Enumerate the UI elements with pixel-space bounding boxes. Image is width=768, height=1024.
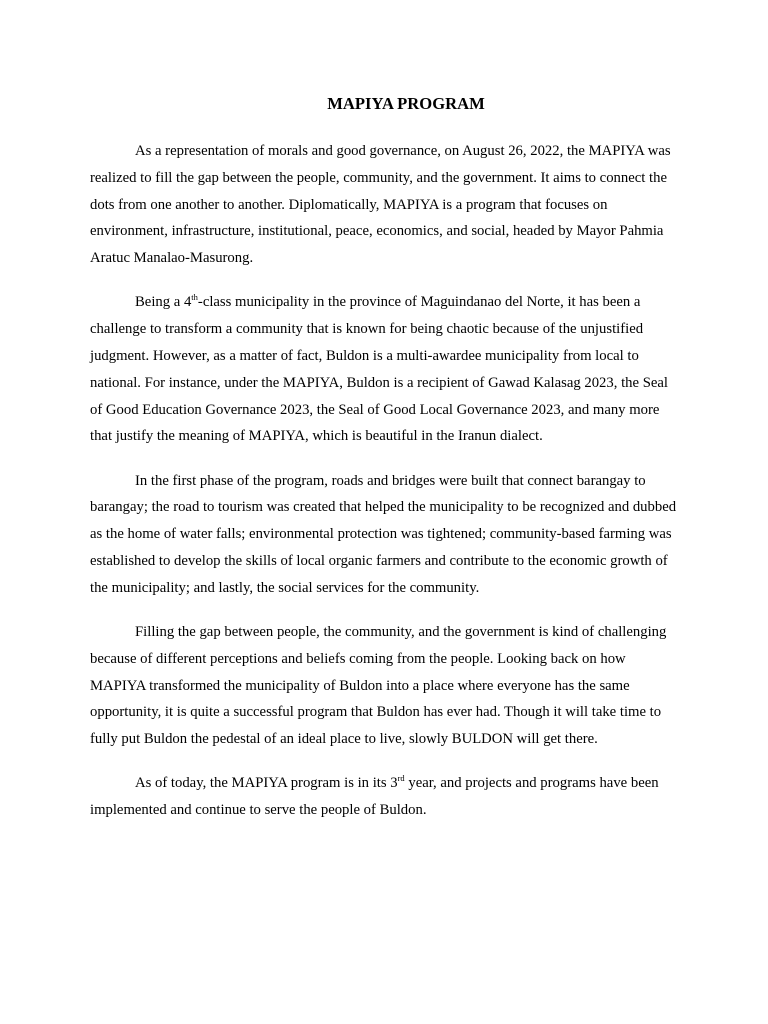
ordinal-suffix: rd — [397, 773, 405, 784]
paragraph-text-segment: As of today, the MAPIYA program is in its 3 — [135, 775, 398, 792]
paragraph-municipality — [90, 289, 682, 450]
paragraph-current-status — [90, 770, 682, 824]
paragraph-text-segment: year, and projects and programs have been implemented and continue to serve the people of Buldon. — [90, 775, 659, 819]
document-title: MAPIYA PROGRAM — [327, 94, 485, 113]
paragraph-text-segment: -class municipality in the province of Maguindanao del Norte, it has been a challenge to transform a community that is known for being chaotic because of the unjustified judgment. However, as a matter of fact, Buldon is a multi-awardee municipality from local to national. For instance, under the MAPIYA, Buldon is a recipient of Gawad Kalasag 2023, the Seal of Good Education Governance 2023, the Seal of Good Local Governance 2023, and many more that justify the meaning of MAPIYA, which is beautiful in the Iranun dialect. — [90, 294, 668, 445]
paragraph-first-phase: In the first phase of the program, roads and bridges were built that connect barangay to barangay; the road to tourism was created that helped the municipality to be recognized and dubbed as the home of water falls; environmental protection was tightened; community-based farming was established to develop the skills of local organic farmers and contribute to the economic growth of the municipality; and lastly, the social services for the community. — [90, 472, 677, 596]
document-body — [90, 138, 682, 841]
ordinal-suffix: th — [191, 292, 198, 303]
paragraph-intro: As a representation of morals and good governance, on August 26, 2022, the MAPIYA was realized to fill the gap between the people, community, and the government. It aims to connect the dots from one another to another. Diplomatically, MAPIYA is a program that focuses on environment, infrastructure, institutional, peace, economics, and social, headed by Mayor Pahmia Aratuc Manalao-Masurong. — [90, 143, 671, 267]
paragraph-text-segment: Being a 4 — [135, 294, 192, 311]
paragraph-filling-gap: Filling the gap between people, the community, and the government is kind of challenging because of different perceptions and beliefs coming from the people. Looking back on how MAPIYA transformed the municipality of Buldon into a place where everyone has the same opportunity, it is quite a successful program that Buldon has ever had. Though it will take time to fully put Buldon the pedestal of an ideal place to live, slowly BULDON will get there. — [90, 623, 667, 748]
